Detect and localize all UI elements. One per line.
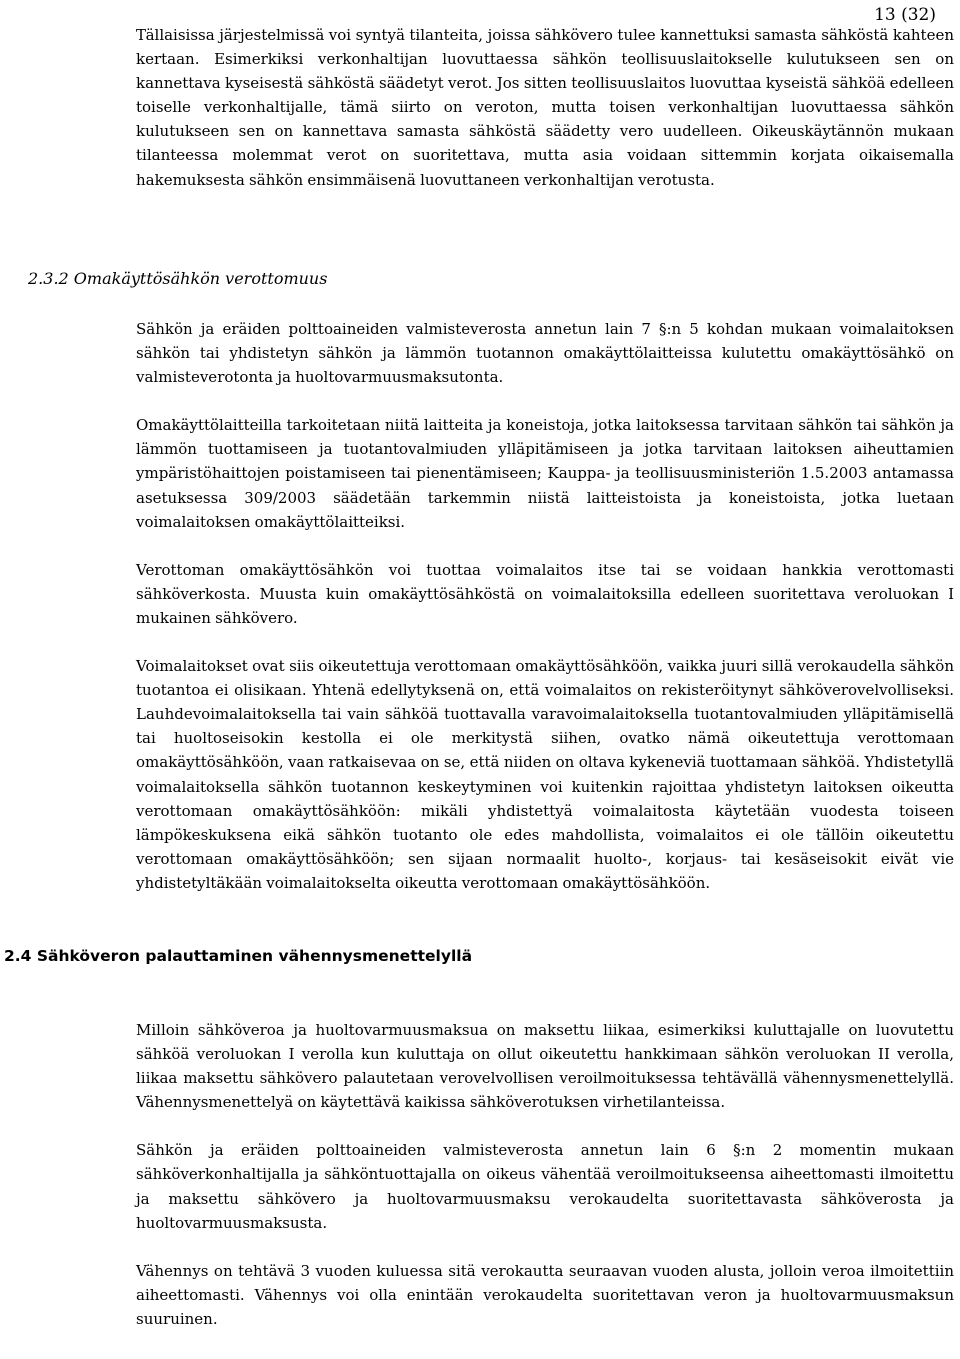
section-2-3-2-body: [136, 317, 954, 895]
paragraph: Sähkön ja eräiden polttoaineiden valmisteverosta annetun lain 7 §:n 5 kohdan mukaan voimalaitoksen sähkön tai yhdistetyn sähkön ja lämmön tuotannon omakäyttölaitteissa kulutettu omakäyttösähkö on valmisteverotonta ja huoltovarmuusmaksutonta.: [136, 320, 954, 387]
page-number: 13 (32): [874, 5, 936, 25]
section-2-4-body: [136, 1018, 954, 1331]
section-heading-2-4: 2.4 Sähköveron palauttaminen vähennysmenettelyllä: [4, 947, 473, 965]
paragraph: Verottoman omakäyttösähkön voi tuottaa voimalaitos itse tai se voidaan hankkia verottomasti sähköverkosta. Muusta kuin omakäyttösähköstä on voimalaitoksilla edelleen suoritettava veroluokan I mukainen sähkövero.: [136, 560, 954, 627]
paragraph: Omakäyttölaitteilla tarkoitetaan niitä laitteita ja koneistoja, jotka laitoksessa tarvitaan sähkön tai sähkön ja lämmön tuottamiseen ja tuotantovalmiuden ylläpitämiseen ja jotka tarvitaan laitoksen aiheuttamien ympäristöhaittojen poistamiseen tai pienentämiseen; Kauppa- ja teollisuusministeriön 1.5.2003 antamassa asetuksessa 309/2003 säädetään tarkemmin niistä laitteistoista ja koneistoista, jotka luetaan voimalaitoksen omakäyttölaitteiksi.: [136, 416, 954, 531]
paragraph: Milloin sähköveroa ja huoltovarmuusmaksua on maksettu liikaa, esimerkiksi kuluttajalle on luovutettu sähköä veroluokan I verolla kun kuluttaja on ollut oikeutettu hankkimaan sähkön veroluokan II verolla, liikaa maksettu sähkövero palautetaan verovelvollisen veroilmoituksessa tehtävällä vähennysmenettelyllä. Vähennysmenettelyä on käytettävä kaikissa sähköverotuksen virhetilanteissa.: [136, 1021, 954, 1112]
paragraph: Vähennys on tehtävä 3 vuoden kuluessa sitä verokautta seuraavan vuoden alusta, jolloin veroa ilmoitettiin aiheettomasti. Vähennys voi olla enintään verokaudelta suoritettavan veron ja huoltovarmuusmaksun suuruinen.: [136, 1261, 954, 1328]
section-heading-2-3-2: 2.3.2 Omakäyttösähkön verottomuus: [28, 269, 328, 288]
paragraph: Voimalaitokset ovat siis oikeutettuja verottomaan omakäyttösähköön, vaikka juuri sillä verokaudella sähkön tuotantoa ei olisikaan. Yhtenä edellytyksenä on, että voimalaitos on rekisteröitynyt sähköverovelvolliseksi. Lauhdevoimalaitoksella tai vain sähköä tuottavalla varavoimalaitoksella tuotantovalmiuden ylläpitämisellä tai huoltoseisokin kestolla ei ole merkitystä siihen, ovatko nämä oikeutettuja verottomaan omakäyttösähköön, vaan ratkaisevaa on se, että niiden on oltava kykeneviä tuottamaan sähköä. Yhdistetyllä voimalaitoksella sähkön tuotannon keskeytyminen voi kuitenkin rajoittaa yhdistetyn laitoksen oikeutta verottomaan omakäyttösähköön: mikäli yhdistettyä voimalaitosta käytetään vuodesta toiseen lämpökeskuksena eikä sähkön tuotanto ole edes mahdollista, voimalaitos ei ole tällöin oikeutettu verottomaan omakäyttösähköön; sen sijaan normaalit huolto-, korjaus- tai kesäseisokit eivät vie yhdistetyltäkään voimalaitokselta oikeutta verottomaan omakäyttösähköön.: [136, 657, 954, 892]
paragraph: Sähkön ja eräiden polttoaineiden valmisteverosta annetun lain 6 §:n 2 momentin mukaan sähköverkonhaltijalla ja sähköntuottajalla on oikeus vähentää veroilmoitukseensa aiheettomasti ilmoitettu ja maksettu sähkövero ja huoltovarmuusmaksu verokaudelta suoritettavasta sähköverosta ja huoltovarmuusmaksusta.: [136, 1141, 954, 1232]
intro-paragraph: Tällaisissa järjestelmissä voi syntyä tilanteita, joissa sähkövero tulee kannettuksi samasta sähköstä kahteen kertaan. Esimerkiksi verkonhaltijan luovuttaessa sähkön teollisuuslaitokselle kulutukseen sen on kannettava kyseisestä sähköstä säädetyt verot. Jos sitten teollisuuslaitos luovuttaa kyseistä sähköä edelleen toiselle verkonhaltijalle, tämä siirto on veroton, mutta toisen verkonhaltijan luovuttaessa sähkön kulutukseen sen on kannettava samasta sähköstä säädetty vero uudelleen. Oikeuskäytännön mukaan tilanteessa molemmat verot on suoritettava, mutta asia voidaan sittemmin korjata oikaisemalla hakemuksesta sähkön ensimmäisenä luovuttaneen verkonhaltijan verotusta.: [136, 26, 954, 189]
